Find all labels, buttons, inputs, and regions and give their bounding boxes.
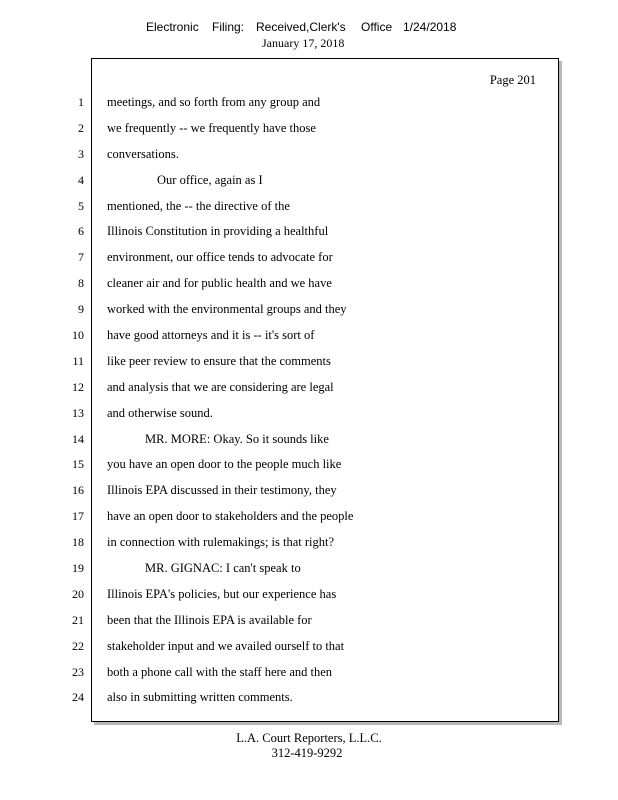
line-number: 16 — [72, 483, 84, 498]
transcript-line: cleaner air and for public health and we have — [107, 276, 332, 291]
transcript-line: Illinois EPA's policies, but our experience has — [107, 586, 337, 601]
reporter-phone: 312-419-9292 — [271, 746, 343, 760]
line-number: 17 — [72, 509, 84, 524]
page-number: Page 201 — [489, 73, 536, 87]
transcript-line: have good attorneys and it is -- it's sort of — [107, 328, 315, 343]
line-number: 20 — [72, 586, 84, 601]
line-number: 13 — [72, 405, 84, 420]
filing-stamp-filing: Filing: — [212, 20, 245, 34]
transcript-line: environment, our office tends to advocate for — [107, 250, 333, 265]
transcript-line: in connection with rulemakings; is that right? — [107, 535, 335, 550]
line-number: 21 — [72, 612, 84, 627]
transcript-line: mentioned, the -- the directive of the — [107, 198, 290, 213]
line-number: 5 — [78, 198, 84, 213]
filing-stamp-date: 1/24/2018 — [403, 20, 457, 34]
filing-stamp-electronic: Electronic — [146, 20, 199, 34]
filing-stamp — [146, 20, 476, 36]
transcript-line: both a phone call with the staff here and then — [107, 664, 333, 679]
line-number: 9 — [78, 302, 84, 317]
transcript-line: conversations. — [107, 146, 179, 161]
transcript-line: worked with the environmental groups and they — [107, 302, 347, 317]
transcript-line: Illinois Constitution in providing a healthful — [107, 224, 329, 239]
line-number: 7 — [78, 250, 84, 265]
filing-stamp-received: Received,Clerk's — [256, 20, 346, 34]
line-number: 24 — [72, 690, 84, 705]
transcript-line: you have an open door to the people much like — [107, 457, 342, 472]
transcript-line: been that the Illinois EPA is available for — [107, 612, 312, 627]
line-number: 12 — [72, 379, 84, 394]
transcript-line: stakeholder input and we availed ourself to that — [107, 638, 345, 653]
transcript-line: and analysis that we are considering are legal — [107, 379, 334, 394]
transcript-line: also in submitting written comments. — [107, 690, 293, 705]
transcript-line: meetings, and so forth from any group and — [107, 95, 321, 109]
line-number: 14 — [72, 431, 84, 446]
line-number: 3 — [78, 146, 84, 161]
transcript-line: we frequently -- we frequently have those — [107, 120, 316, 135]
line-number: 23 — [72, 664, 84, 679]
line-number: 6 — [78, 224, 84, 239]
transcript-line: Illinois EPA discussed in their testimony, they — [107, 483, 337, 498]
line-number: 15 — [72, 457, 84, 472]
transcript-line: MR. GIGNAC: I can't speak to — [145, 561, 301, 576]
line-number: 4 — [78, 172, 84, 187]
reporter-company: L.A. Court Reporters, L.L.C. — [236, 731, 382, 745]
line-number: 22 — [72, 638, 84, 653]
filing-stamp-office: Office — [361, 20, 393, 34]
transcript-line: like peer review to ensure that the comments — [107, 353, 331, 368]
line-number: 10 — [72, 328, 84, 343]
line-number: 8 — [78, 276, 84, 291]
line-number: 18 — [72, 535, 84, 550]
transcript-text — [107, 94, 547, 715]
line-number: 1 — [78, 95, 84, 109]
transcript-line: MR. MORE: Okay. So it sounds like — [145, 431, 329, 446]
transcript-line: Our office, again as I — [157, 172, 263, 187]
line-number: 19 — [72, 561, 84, 576]
transcript-line: have an open door to stakeholders and the people — [107, 509, 354, 524]
line-number: 2 — [78, 120, 84, 135]
line-number: 11 — [72, 353, 84, 368]
line-number-column — [60, 94, 84, 715]
transcript-line: and otherwise sound. — [107, 405, 213, 420]
hearing-date: January 17, 2018 — [262, 36, 345, 50]
reporter-footer — [0, 731, 618, 761]
